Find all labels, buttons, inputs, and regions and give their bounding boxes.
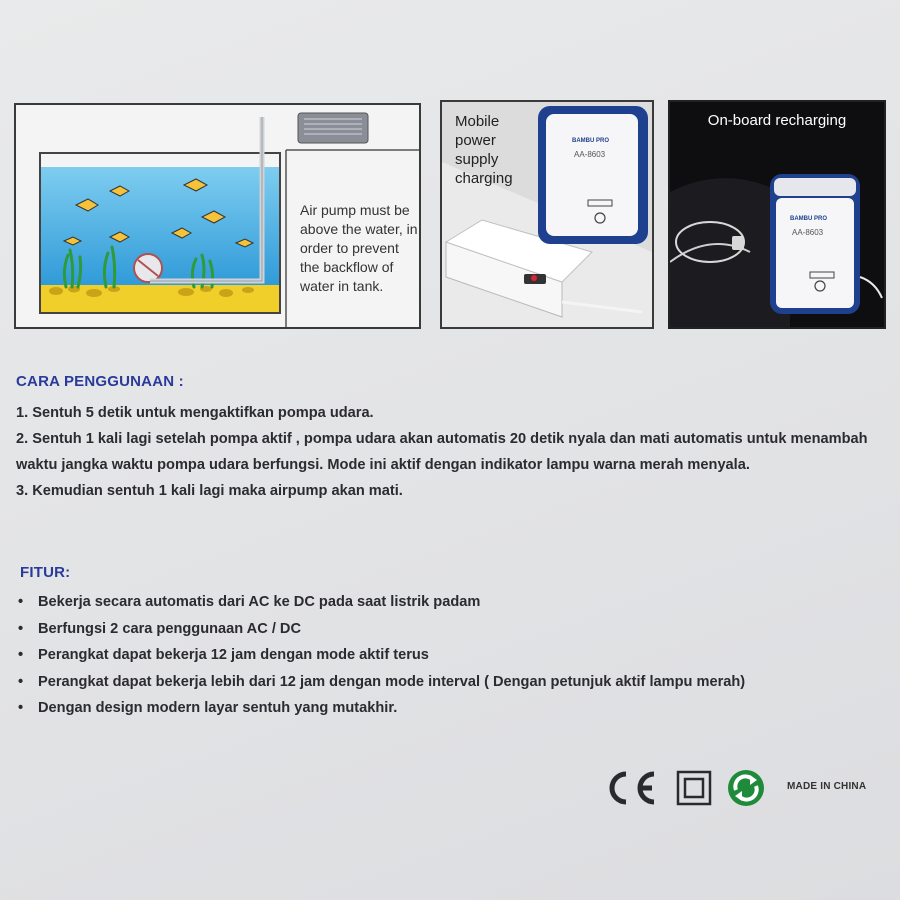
ce-mark-icon xyxy=(604,768,660,813)
usage-step: 1. Sentuh 5 detik untuk mengaktifkan pompa udara. xyxy=(16,405,374,421)
recharge-caption: On-board recharging xyxy=(707,112,847,129)
tank-caption: Air pump must be above the water, in order to prevent the backflow of water in tank. xyxy=(300,202,418,294)
features-title: FITUR: xyxy=(20,564,71,581)
bullet-icon: • xyxy=(18,594,24,610)
car-recharging-panel xyxy=(668,100,886,329)
feature-item: • Berfungsi 2 cara penggunaan AC / DC xyxy=(18,616,900,643)
usage-title: CARA PENGGUNAAN : xyxy=(16,373,184,390)
feature-item: • Bekerja secara automatis dari AC ke DC pada saat listrik padam xyxy=(18,589,900,616)
double-insulation-icon xyxy=(676,770,712,811)
mobile-device-brand: BAMBU PRO xyxy=(572,138,609,144)
features-list xyxy=(18,589,900,722)
recharge-device-brand: BAMBU PRO xyxy=(790,216,827,222)
feature-item: • Perangkat dapat bekerja lebih dari 12 jam dengan mode interval ( Dengan petunjuk aktif lampu merah) xyxy=(18,669,900,696)
feature-item: • Perangkat dapat bekerja 12 jam dengan mode aktif terus xyxy=(18,642,900,669)
usage-step: 3. Kemudian sentuh 1 kali lagi maka airpump akan mati. xyxy=(16,483,403,499)
car-charger-illustration xyxy=(670,102,884,327)
made-in-label: MADE IN CHINA xyxy=(787,781,867,792)
mobile-device-model: AA-8603 xyxy=(574,150,606,159)
aquarium-diagram-panel xyxy=(14,103,421,329)
bullet-icon: • xyxy=(18,673,24,690)
mobile-charging-panel xyxy=(440,100,654,329)
bullet-icon: • xyxy=(18,620,24,637)
usage-step: 2. Sentuh 1 kali lagi setelah pompa aktif , pompa udara akan automatis 20 detik nyala dan mati automatis untuk menambah waktu jangka waktu pompa udara berfungsi. Mode ini aktif dengan indikator lampu warna merah menyala. xyxy=(16,431,868,473)
bullet-icon: • xyxy=(18,647,24,663)
feature-item: • Dengan design modern layar sentuh yang mutakhir. xyxy=(18,695,900,722)
mobile-caption: Mobile power supply charging xyxy=(455,113,513,187)
recycle-icon xyxy=(726,768,766,813)
recharge-device-model: AA-8603 xyxy=(792,228,824,237)
usage-steps xyxy=(16,400,900,504)
bullet-icon: • xyxy=(18,700,24,716)
